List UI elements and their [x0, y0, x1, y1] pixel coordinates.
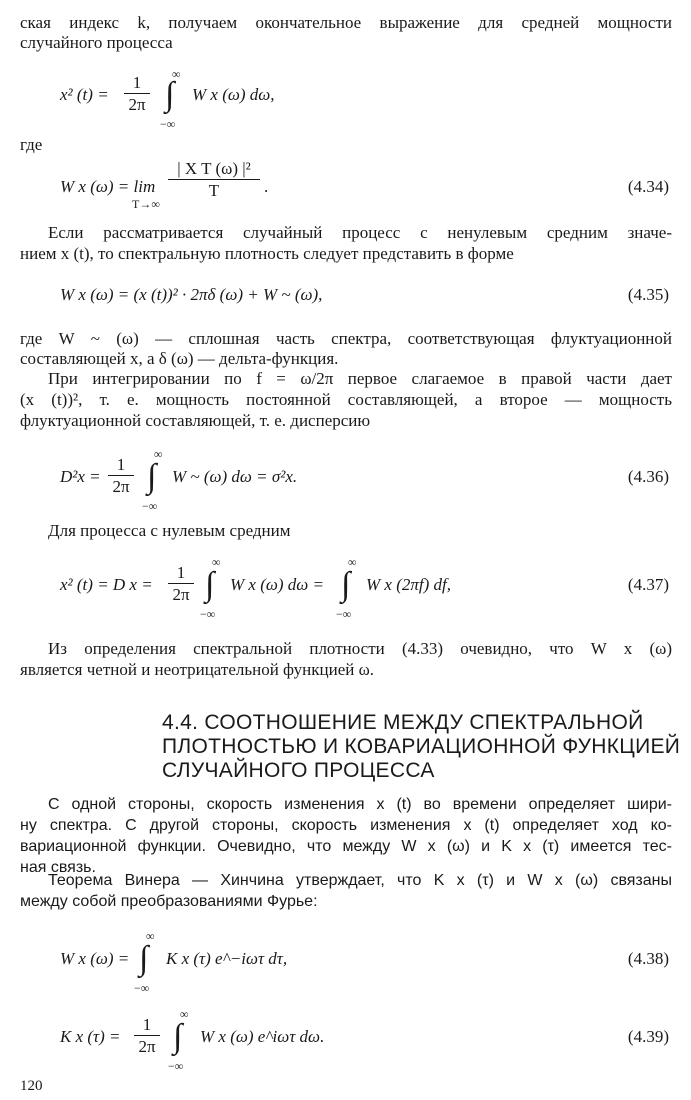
- eq-437-integrand-1: W x (ω) dω =: [230, 575, 325, 594]
- equation-4-36: [0, 444, 691, 513]
- integral-sign: ∫: [139, 940, 149, 977]
- para-speed-line-2: ну спектра. С другой стороны, скорость изменения x (t) определяет ход ко-: [20, 817, 672, 834]
- section-heading-line-1: 4.4. СООТНОШЕНИЕ МЕЖДУ СПЕКТРАЛЬНОЙ: [162, 711, 644, 734]
- gde-label: где: [20, 135, 43, 154]
- section-heading-line-2: ПЛОТНОСТЬЮ И КОВАРИАЦИОННОЙ ФУНКЦИЕЙ: [162, 735, 681, 758]
- eq-439-upper: ∞: [180, 1007, 189, 1021]
- eq-436-integrand: W ~ (ω) dω = σ²x.: [172, 467, 298, 486]
- para-wiener-line-1: Теорема Винера — Хинчина утверждает, что K x (τ) и W x (ω) связаны: [48, 872, 672, 889]
- integral-sign: ∫: [341, 566, 351, 603]
- section-heading-line-3: СЛУЧАЙНОГО ПРОЦЕССА: [162, 759, 435, 782]
- para-where-line-1: где W ~ (ω) — сплошная часть спектра, соответствующая флуктуационной: [20, 329, 672, 348]
- eq-mean-power-lower: −∞: [160, 117, 176, 131]
- intro-line-2: случайного процесса: [20, 33, 173, 52]
- equation-4-39: [0, 1004, 691, 1073]
- eq-number-4-34: (4.34): [627, 177, 669, 196]
- equation-4-35: [0, 280, 691, 310]
- eq-number-4-37: (4.37): [627, 575, 669, 594]
- eq-434-lhs: W x (ω) = lim: [60, 177, 156, 196]
- eq-mean-power-integrand: W x (ω) dω,: [192, 85, 275, 104]
- eq-438-integrand: K x (τ) e^−iωτ dτ,: [166, 949, 288, 968]
- eq-434-tail: .: [264, 177, 269, 196]
- para-speed-line-4: ная связь.: [20, 859, 96, 876]
- eq-number-4-36: (4.36): [627, 467, 669, 486]
- equation-mean-power: [0, 64, 691, 131]
- para-wiener-line-2: между собой преобразованиями Фурье:: [20, 893, 318, 910]
- eq-434-lim-sub: T→∞: [132, 197, 160, 211]
- eq-437-upper-1: ∞: [212, 555, 221, 569]
- eq-434-fraction: | X T (ω) |² T: [168, 158, 260, 201]
- para-integr-line-2: (x (t))², т. е. мощность постоянной составляющей, а второе — мощность: [20, 390, 672, 409]
- page-number: 120: [20, 1078, 43, 1094]
- para-speed-line-3: вариационной функции. Очевидно, что между W x (ω) и K x (τ) имеется тес-: [20, 838, 672, 855]
- para-def-line-2: является четной и неотрицательной функцией ω.: [20, 660, 375, 679]
- eq-436-upper: ∞: [154, 447, 163, 461]
- eq-437-upper-2: ∞: [348, 555, 357, 569]
- eq-438-upper: ∞: [146, 929, 155, 943]
- eq-number-4-35: (4.35): [627, 285, 669, 304]
- eq-number-4-38: (4.38): [627, 949, 669, 968]
- eq-436-lhs: D²x =: [60, 467, 101, 486]
- para-zero-mean: Для процесса с нулевым средним: [48, 521, 291, 540]
- eq-436-fraction: 1 2π: [108, 454, 134, 497]
- integral-sign: ∫: [205, 566, 215, 603]
- para-nonzero-line-1: Если рассматривается случайный процесс с ненулевым средним значе-: [48, 223, 672, 242]
- para-def-line-1: Из определения спектральной плотности (4.33) очевидно, что W x (ω): [48, 639, 672, 658]
- integral-sign: ∫: [165, 76, 175, 113]
- eq-mean-power-lhs: x² (t) =: [60, 85, 109, 104]
- eq-436-lower: −∞: [142, 499, 158, 513]
- para-nonzero-line-2: нием x (t), то спектральную плотность следует представить в форме: [20, 244, 514, 263]
- eq-437-fraction: 1 2π: [168, 562, 194, 605]
- eq-437-lower-2: −∞: [336, 607, 352, 621]
- para-where-line-2: составляющей x, а δ (ω) — дельта-функция.: [20, 349, 339, 368]
- eq-439-lower: −∞: [168, 1059, 184, 1073]
- eq-439-integrand: W x (ω) e^iωτ dω.: [200, 1027, 325, 1046]
- eq-439-fraction: 1 2π: [134, 1014, 160, 1057]
- para-integr-line-3: флуктуационной составляющей, т. е. дисперсию: [20, 411, 371, 430]
- eq-438-lower: −∞: [134, 981, 150, 995]
- para-integr-line-1: При интегрировании по f = ω/2π первое слагаемое в правой части дает: [48, 369, 672, 388]
- equation-4-37: [0, 552, 691, 621]
- eq-mean-power-fraction: 1 2π: [124, 72, 150, 115]
- eq-mean-power-upper: ∞: [172, 67, 181, 81]
- integral-sign: ∫: [173, 1018, 183, 1055]
- equation-4-38: [0, 926, 691, 995]
- eq-437-lower-1: −∞: [200, 607, 216, 621]
- eq-437-integrand-2: W x (2πf) df,: [366, 575, 451, 594]
- integral-sign: ∫: [147, 458, 157, 495]
- equation-4-34: [0, 156, 691, 216]
- eq-437-lhs: x² (t) = D x =: [60, 575, 153, 594]
- eq-438-lhs: W x (ω) =: [60, 949, 130, 968]
- eq-439-lhs: K x (τ) =: [60, 1027, 121, 1046]
- eq-number-4-39: (4.39): [627, 1027, 669, 1046]
- para-speed-line-1: С одной стороны, скорость изменения x (t) во времени определяет шири-: [48, 796, 672, 813]
- eq-435-body: W x (ω) = (x (t))² · 2πδ (ω) + W ~ (ω),: [60, 285, 323, 304]
- intro-line-1: ская индекс k, получаем окончательное выражение для средней мощности: [20, 13, 672, 32]
